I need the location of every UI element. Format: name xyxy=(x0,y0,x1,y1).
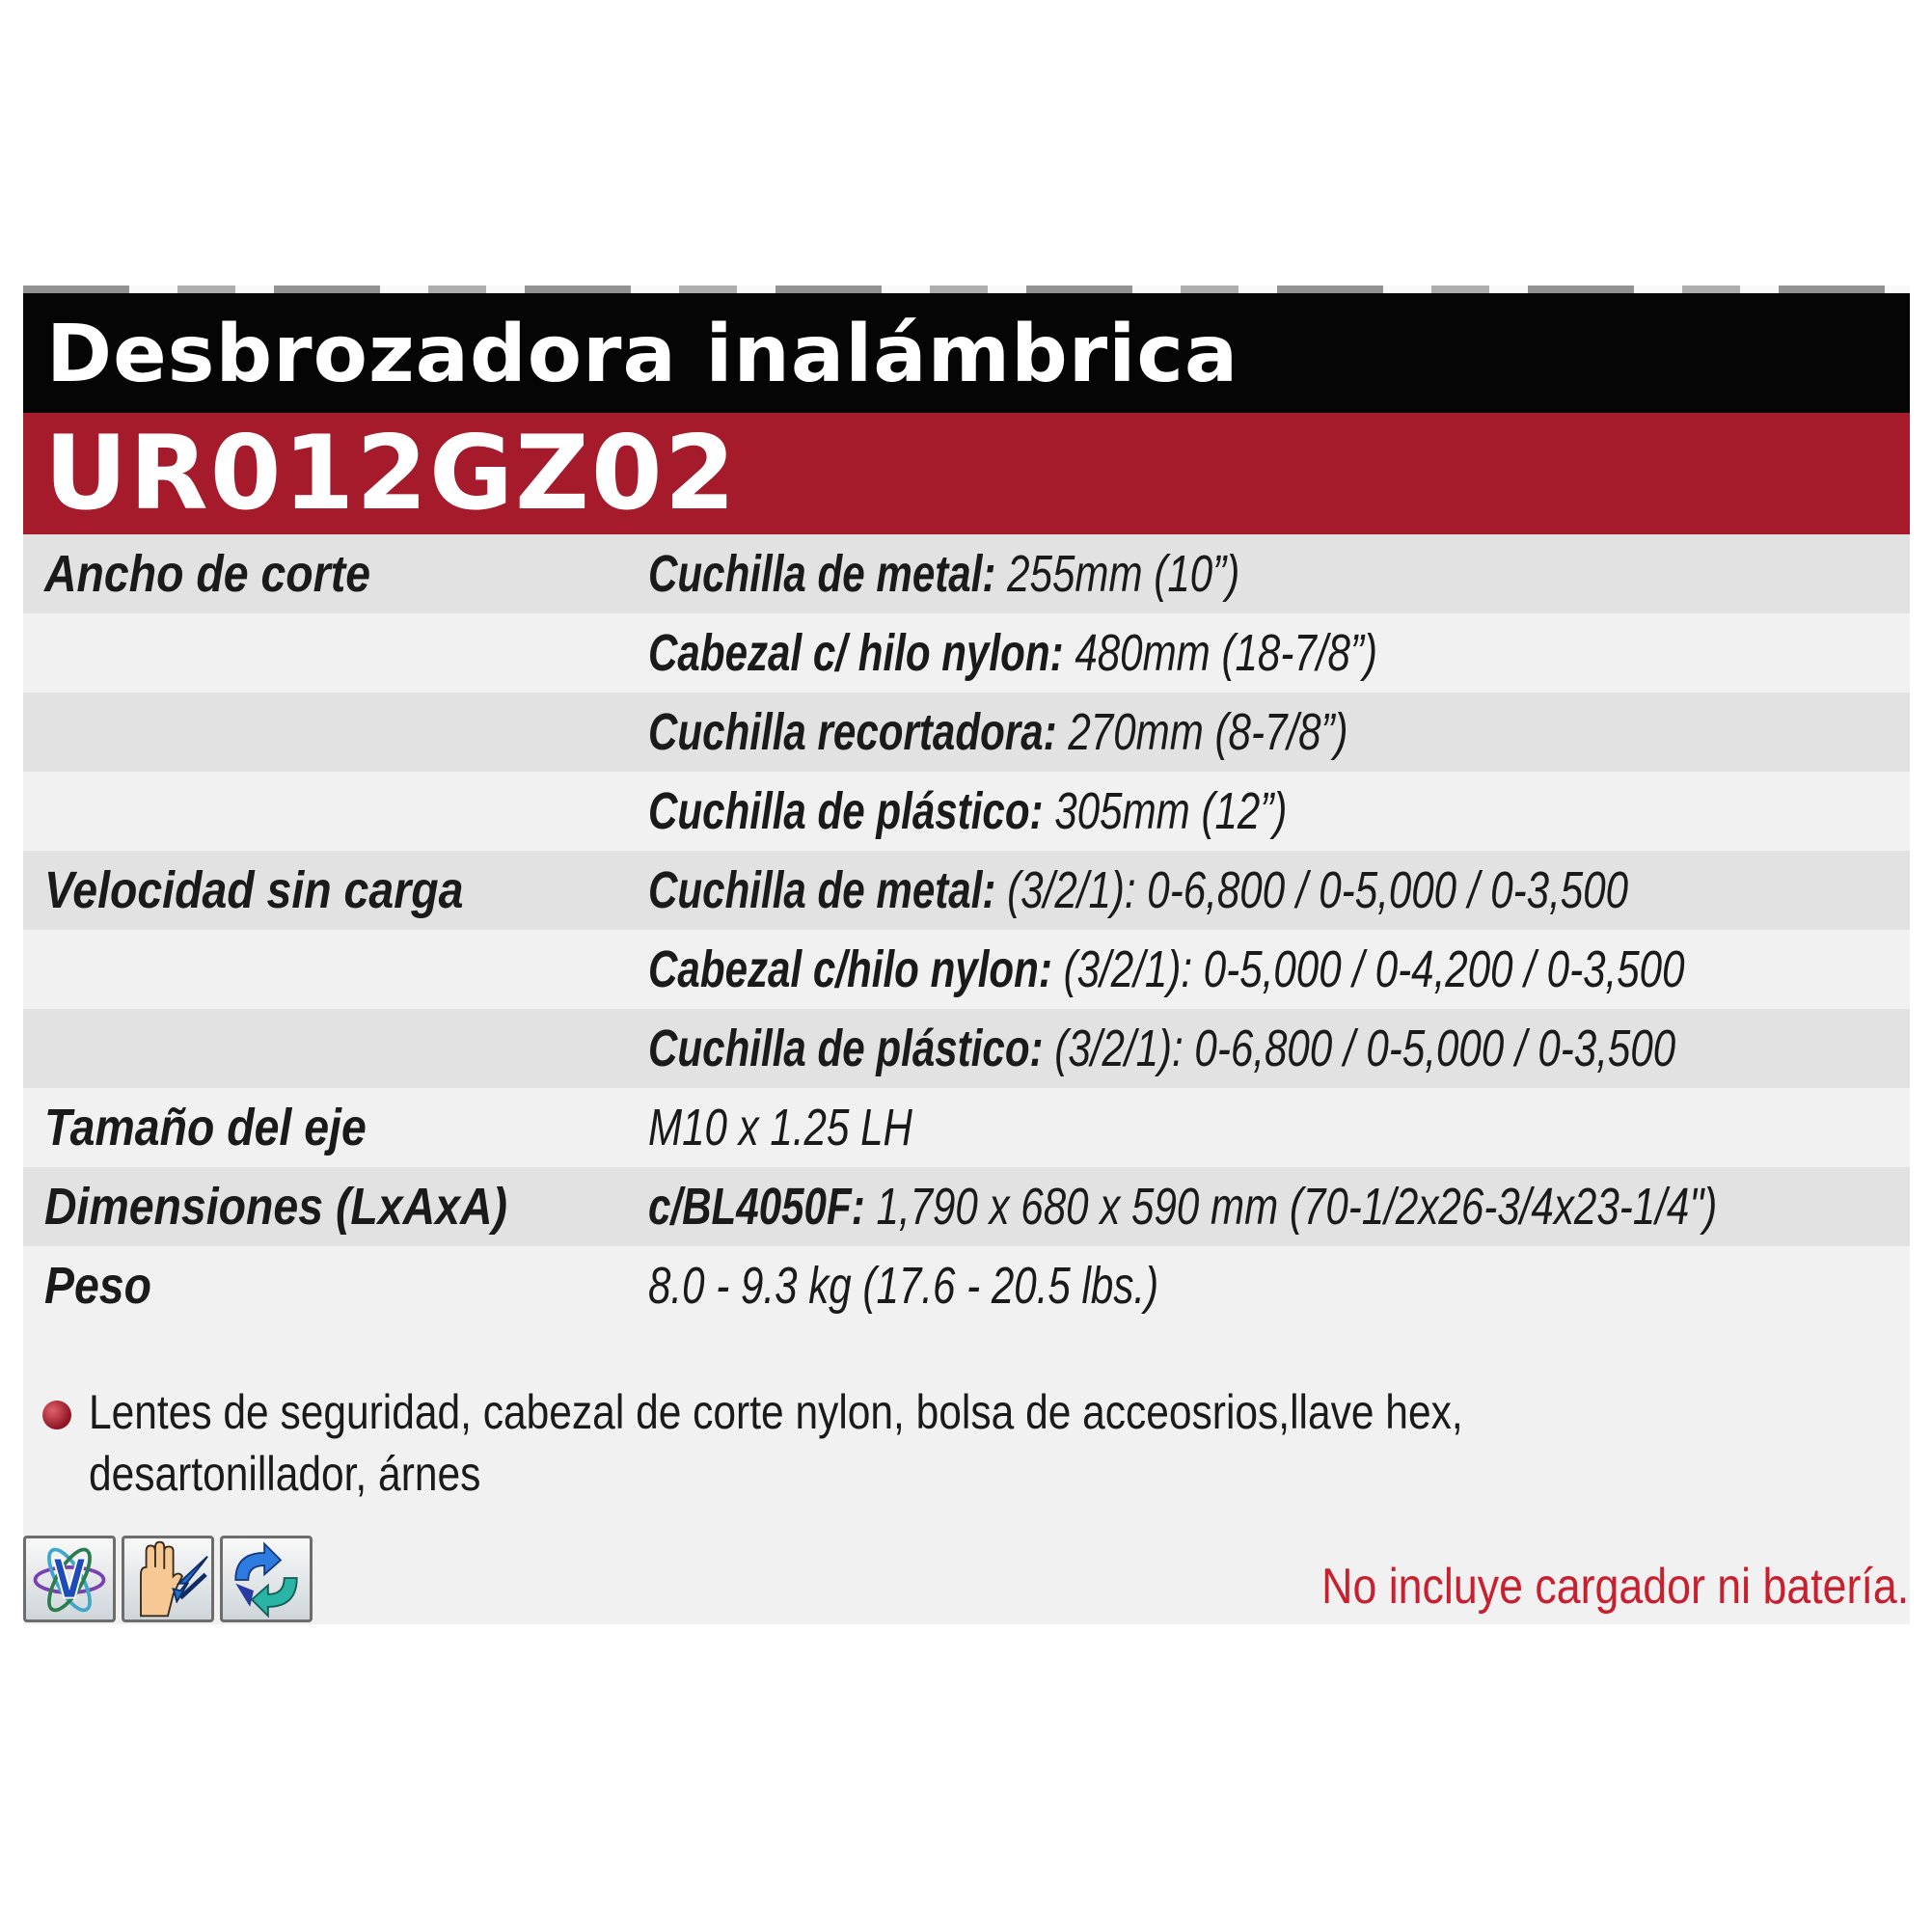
spec-value-key: Cuchilla de plástico: xyxy=(648,1020,1044,1077)
spec-value xyxy=(648,1167,1717,1246)
reverse-rotation-icon xyxy=(220,1536,313,1622)
spec-value-text: 270mm (8-7/8”) xyxy=(1056,703,1348,761)
disclaimer-text: No incluye cargador ni batería. xyxy=(1320,1559,1909,1615)
spec-value xyxy=(648,772,1287,851)
spec-value xyxy=(648,693,1348,772)
spec-value-key: Cuchilla recortadora: xyxy=(648,703,1057,761)
spec-row xyxy=(23,1088,1910,1167)
spec-row xyxy=(23,534,1910,613)
spec-value-text: 255mm (10”) xyxy=(995,545,1240,603)
spec-value-key: Cabezal c/ hilo nylon: xyxy=(648,624,1064,682)
spec-table xyxy=(23,534,1910,1331)
spec-value-key: Cabezal c/hilo nylon: xyxy=(648,940,1052,998)
spec-value xyxy=(648,534,1239,613)
variable-speed-icon xyxy=(23,1536,116,1622)
included-line-2: desartonillador, árnes xyxy=(89,1447,481,1501)
cropped-header-strip xyxy=(23,286,1910,293)
spec-label: Peso xyxy=(44,1257,152,1315)
spec-value xyxy=(648,613,1377,693)
spec-value-text: (3/2/1): 0-6,800 / 0-5,000 / 0-3,500 xyxy=(995,861,1629,919)
spec-row xyxy=(23,1246,1910,1331)
spec-row xyxy=(23,1009,1910,1088)
product-title: Desbrozadora inalámbrica xyxy=(23,293,1910,413)
model-number: UR012GZ02 xyxy=(23,413,1910,534)
spec-label: Tamaño del eje xyxy=(44,1099,367,1156)
spec-row xyxy=(23,930,1910,1009)
spec-row xyxy=(23,772,1910,851)
bullet-icon xyxy=(42,1401,71,1429)
spec-row xyxy=(23,851,1910,930)
spec-value-text: 1,790 x 680 x 590 mm (70-1/2x26-3/4x23-1/4") xyxy=(864,1178,1718,1236)
spec-value-key: Cuchilla de metal: xyxy=(648,545,996,603)
spec-value-key: Cuchilla de plástico: xyxy=(648,782,1044,840)
spec-value-text: (3/2/1): 0-5,000 / 0-4,200 / 0-3,500 xyxy=(1051,940,1685,998)
spec-value xyxy=(648,1088,912,1167)
included-line-1: Lentes de seguridad, cabezal de corte nylon, bolsa de acceosrios,llave hex, xyxy=(89,1385,1463,1439)
spec-row xyxy=(23,1167,1910,1246)
spec-row xyxy=(23,693,1910,772)
spec-value-text: 8.0 - 9.3 kg (17.6 - 20.5 lbs.) xyxy=(648,1257,1159,1315)
spec-value-text: M10 x 1.25 LH xyxy=(648,1099,912,1156)
spec-value xyxy=(648,930,1685,1009)
spec-value xyxy=(648,1009,1675,1088)
spec-label: Dimensiones (LxAxA) xyxy=(44,1178,507,1236)
spec-label: Velocidad sin carga xyxy=(44,861,464,919)
spec-value xyxy=(648,851,1628,930)
included-accessories xyxy=(89,1381,1728,1505)
spec-value-text: 480mm (18-7/8”) xyxy=(1063,624,1377,682)
spec-value xyxy=(648,1246,1158,1325)
hand-lever-icon xyxy=(122,1536,214,1622)
spec-value-key: c/BL4050F: xyxy=(648,1178,865,1236)
spec-row xyxy=(23,613,1910,693)
spec-value-text: (3/2/1): 0-6,800 / 0-5,000 / 0-3,500 xyxy=(1043,1020,1676,1077)
spec-value-key: Cuchilla de metal: xyxy=(648,861,996,919)
spec-value-text: 305mm (12”) xyxy=(1043,782,1288,840)
spec-label: Ancho de corte xyxy=(44,545,371,603)
